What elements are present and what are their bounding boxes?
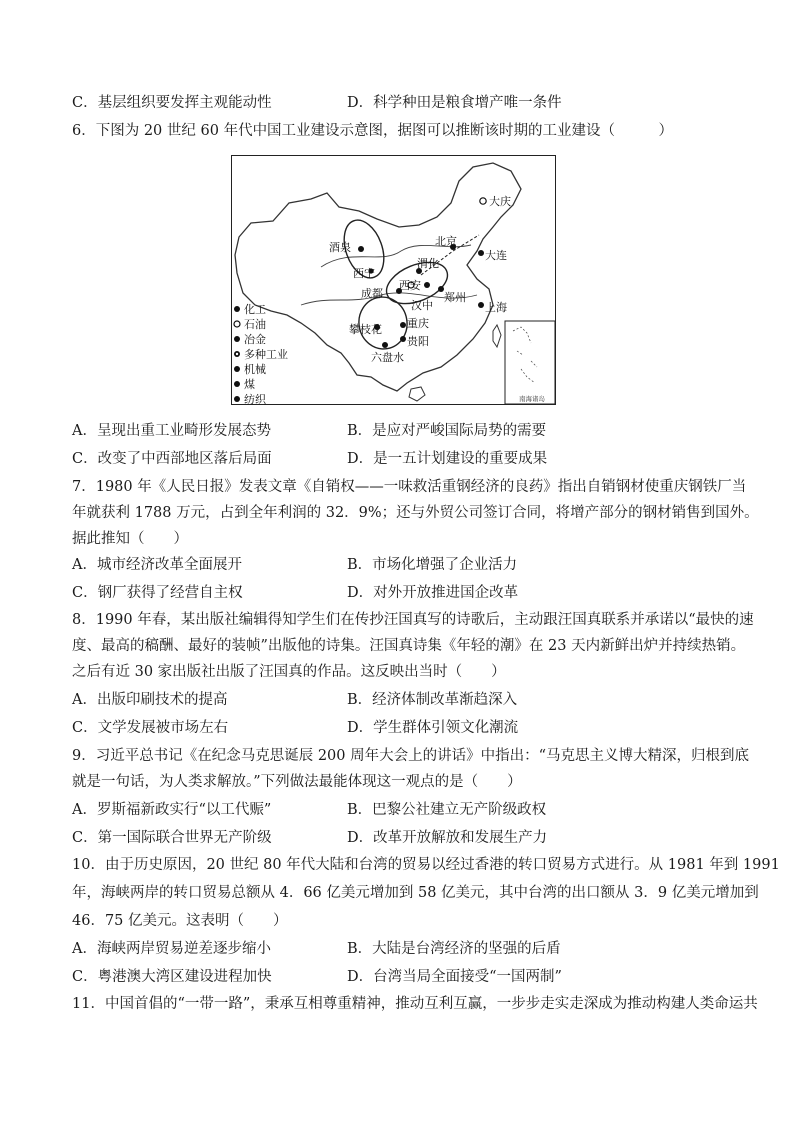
q5-option-c: C．基层组织要发挥主观能动性 xyxy=(72,95,272,111)
q6-option-d: D．是一五计划建设的重要成果 xyxy=(347,451,548,467)
q10-line-3: 46．75 亿美元。这表明（ ） xyxy=(72,913,288,929)
q8-line-2: 度、最高的稿酬、最好的装帧”出版他的诗集。汪国真诗集《年轻的潮》在 23 天内新鲜出炉并持续热销。 xyxy=(72,638,746,654)
q9-line-1: 9．习近平总书记《在纪念马克思诞辰 200 周年大会上的讲话》中指出：“马克思主义博大精深，归根到底 xyxy=(72,748,750,764)
city-label: 西安 xyxy=(399,279,421,292)
city-label: 上海 xyxy=(485,301,507,314)
q9-option-d: D．改革开放解放和发展生产力 xyxy=(347,830,548,846)
legend-label: 冶金 xyxy=(244,333,266,346)
q8-line-1: 8．1990 年春，某出版社编辑得知学生们在传抄汪国真写的诗歌后，主动跟汪国真联系并承诺以“最快的速 xyxy=(72,612,754,628)
q9-option-c: C．第一国际联合世界无产阶级 xyxy=(72,830,272,846)
q10-option-c: C．粤港澳大湾区建设进程加快 xyxy=(72,969,272,985)
q8-option-d: D．学生群体引领文化潮流 xyxy=(347,720,519,736)
q6-option-a: A．呈现出重工业畸形发展态势 xyxy=(72,423,271,439)
q9-line-2: 就是一句话，为人类求解放。”下列做法最能体现这一观点的是（ ） xyxy=(72,774,522,790)
city-label: 贵阳 xyxy=(407,335,429,348)
legend-label: 多种工业 xyxy=(244,348,288,361)
q7-line-2: 年就获利 1788 万元，占到全年利润的 32．9%；还与外贸公司签订合同，将增产部分的钢材销售到国外。 xyxy=(72,505,759,521)
city-label: 成都 xyxy=(361,287,383,300)
legend-label: 纺织 xyxy=(244,393,266,405)
legend-label: 石油 xyxy=(244,318,266,331)
q9-option-a: A．罗斯福新政实行“以工代赈” xyxy=(72,802,272,818)
q8-line-3: 之后有近 30 家出版社出版了汪国真的作品。这反映出当时（ ） xyxy=(72,664,506,680)
city-label: 郑州 xyxy=(444,291,466,304)
city-label: 西宁 xyxy=(353,267,375,280)
q8-option-c: C．文学发展被市场左右 xyxy=(72,720,229,736)
q8-option-b: B．经济体制改革渐趋深入 xyxy=(347,692,518,708)
q10-line-2: 年，海峡两岸的转口贸易总额从 4．66 亿美元增加到 58 亿美元，其中台湾的出口额从 3．9 亿美元增加到 xyxy=(72,885,759,901)
legend-label: 煤 xyxy=(244,378,255,391)
q10-option-b: B．大陆是台湾经济的坚强的后盾 xyxy=(347,941,561,957)
q7-option-b: B．市场化增强了企业活力 xyxy=(347,557,518,573)
q7-option-d: D．对外开放推进国企改革 xyxy=(347,585,519,601)
city-label: 北京 xyxy=(435,235,457,248)
city-label: 重庆 xyxy=(407,317,429,330)
legend-label: 化工 xyxy=(244,303,266,316)
q9-option-b: B．巴黎公社建立无产阶级政权 xyxy=(347,802,547,818)
q6-industry-map xyxy=(231,155,556,405)
city-label: 汉中 xyxy=(411,299,433,312)
q7-option-c: C．钢厂获得了经营自主权 xyxy=(72,585,243,601)
inset-label: 南海诸岛 xyxy=(519,395,545,403)
city-label: 大庆 xyxy=(489,195,511,208)
city-label: 攀枝花 xyxy=(349,323,382,336)
q10-option-d: D．台湾当局全面接受“一国两制” xyxy=(347,969,562,985)
q7-line-1: 7．1980 年《人民日报》发表文章《自销权——一味救活重钢经济的良药》指出自销钢材使重庆钢铁厂当 xyxy=(72,479,747,495)
q7-option-a: A．城市经济改革全面展开 xyxy=(72,557,242,573)
q5-option-d: D．科学种田是粮食增产唯一条件 xyxy=(347,95,562,111)
q6-option-c: C．改变了中西部地区落后局面 xyxy=(72,451,272,467)
q6-stem: 6．下图为 20 世纪 60 年代中国工业建设示意图，据图可以推断该时期的工业建设（ ） xyxy=(72,123,674,139)
city-label: 酒泉 xyxy=(329,241,351,254)
q11-line-1: 11．中国首倡的“一带一路”，秉承互相尊重精神，推动互利互赢，一步步走实走深成为推动构建人类命运共 xyxy=(72,996,758,1012)
q8-option-a: A．出版印刷技术的提高 xyxy=(72,692,228,708)
city-label: 大连 xyxy=(485,249,507,262)
q7-line-3: 据此推知（ ） xyxy=(72,531,188,547)
q10-option-a: A．海峡两岸贸易逆差逐步缩小 xyxy=(72,941,271,957)
legend-label: 机械 xyxy=(244,363,266,376)
city-label: 渭化 xyxy=(417,257,439,270)
q6-option-b: B．是应对严峻国际局势的需要 xyxy=(347,423,547,439)
q10-line-1: 10．由于历史原因，20 世纪 80 年代大陆和台湾的贸易以经过香港的转口贸易方式进行。从 1981 年到 1991 xyxy=(72,857,780,873)
city-label: 六盘水 xyxy=(371,351,404,364)
